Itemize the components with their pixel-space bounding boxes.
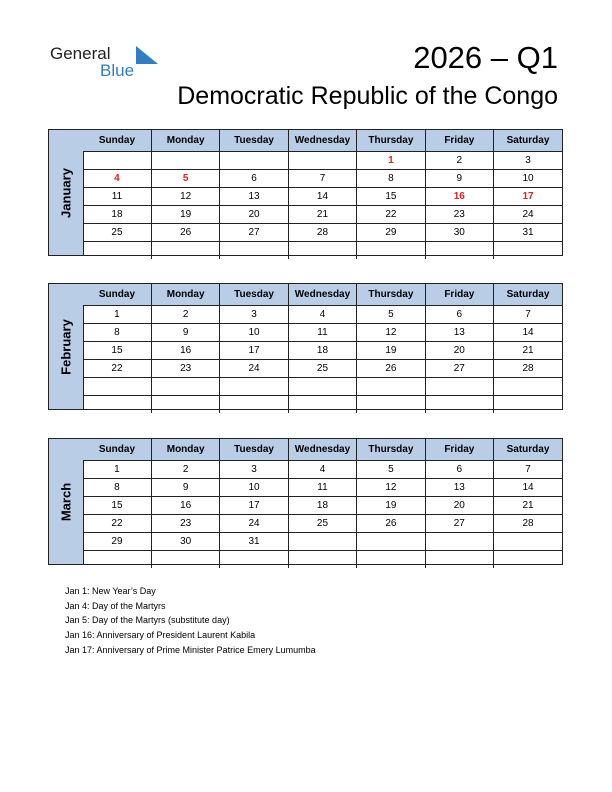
- day-cell: 24: [220, 360, 288, 378]
- day-cell: [220, 152, 288, 170]
- day-cell: 4: [288, 461, 356, 479]
- day-cell: 19: [357, 497, 425, 515]
- day-cell: 31: [220, 533, 288, 551]
- day-cell: 30: [151, 533, 219, 551]
- weekday-header: Thursday: [357, 439, 425, 461]
- logo-triangle-icon: [136, 46, 158, 64]
- day-cell: [494, 533, 562, 551]
- day-cell: 2: [151, 461, 219, 479]
- logo: [50, 44, 150, 84]
- day-cell: [288, 396, 356, 414]
- day-cell: 27: [220, 224, 288, 242]
- weekday-header: Tuesday: [220, 284, 288, 306]
- day-cell: 13: [425, 479, 493, 497]
- day-cell: [288, 152, 356, 170]
- day-cell: 11: [288, 479, 356, 497]
- weekday-header: Saturday: [494, 130, 562, 152]
- day-cell: 24: [220, 515, 288, 533]
- day-cell: 2: [151, 306, 219, 324]
- day-cell: 5: [357, 306, 425, 324]
- week-row: [83, 479, 562, 497]
- calendar-grid: [83, 284, 562, 413]
- day-cell: 15: [83, 342, 151, 360]
- day-cell: 30: [425, 224, 493, 242]
- day-cell: 11: [288, 324, 356, 342]
- day-cell: 28: [494, 360, 562, 378]
- day-cell: [425, 396, 493, 414]
- month-name: January: [58, 167, 74, 218]
- day-cell: 17: [220, 342, 288, 360]
- month-label-band: [49, 130, 84, 255]
- day-cell: 10: [220, 324, 288, 342]
- country-name: Democratic Republic of the Congo: [177, 82, 558, 110]
- day-cell: 25: [288, 515, 356, 533]
- weekday-header: Friday: [425, 439, 493, 461]
- day-cell: 18: [83, 206, 151, 224]
- month-february: [48, 283, 563, 410]
- week-row: [83, 551, 562, 569]
- weekday-header: Monday: [151, 130, 219, 152]
- day-cell: 10: [494, 170, 562, 188]
- day-cell: 1: [357, 152, 425, 170]
- day-cell: 12: [357, 324, 425, 342]
- day-cell: 6: [220, 170, 288, 188]
- day-cell: 23: [151, 515, 219, 533]
- week-row: [83, 152, 562, 170]
- day-cell: 9: [151, 324, 219, 342]
- day-cell: [151, 396, 219, 414]
- day-cell: [220, 242, 288, 260]
- day-cell: 6: [425, 461, 493, 479]
- day-cell: 6: [425, 306, 493, 324]
- weekday-header: Monday: [151, 439, 219, 461]
- day-cell: [494, 378, 562, 396]
- day-cell: 20: [425, 342, 493, 360]
- day-cell: 17: [220, 497, 288, 515]
- day-cell: 12: [357, 479, 425, 497]
- day-cell: 5: [151, 170, 219, 188]
- week-row: [83, 461, 562, 479]
- weekday-header: Wednesday: [288, 284, 356, 306]
- day-cell: 8: [83, 479, 151, 497]
- day-cell: 26: [357, 360, 425, 378]
- day-cell: [425, 242, 493, 260]
- day-cell: 7: [288, 170, 356, 188]
- day-cell: 27: [425, 515, 493, 533]
- month-label-band: [49, 439, 84, 564]
- day-cell: [288, 533, 356, 551]
- day-cell: 11: [83, 188, 151, 206]
- day-cell: 3: [220, 306, 288, 324]
- day-cell: [220, 551, 288, 569]
- holiday-note: Jan 4: Day of the Martyrs: [65, 600, 166, 611]
- day-cell: [83, 551, 151, 569]
- day-cell: 14: [288, 188, 356, 206]
- week-row: [83, 206, 562, 224]
- day-cell: 21: [494, 342, 562, 360]
- calendar-grid: [83, 130, 562, 259]
- day-cell: [357, 396, 425, 414]
- day-cell: 1: [83, 461, 151, 479]
- day-cell: 28: [288, 224, 356, 242]
- day-cell: 21: [494, 497, 562, 515]
- day-cell: 26: [151, 224, 219, 242]
- day-cell: 25: [288, 360, 356, 378]
- day-cell: [288, 242, 356, 260]
- day-cell: [83, 152, 151, 170]
- month-label-band: [49, 284, 84, 409]
- day-cell: [288, 551, 356, 569]
- day-cell: 16: [425, 188, 493, 206]
- day-cell: 8: [357, 170, 425, 188]
- day-cell: 2: [425, 152, 493, 170]
- day-cell: 7: [494, 461, 562, 479]
- weekday-header: Sunday: [83, 284, 151, 306]
- day-cell: 16: [151, 342, 219, 360]
- weekday-header: Sunday: [83, 130, 151, 152]
- day-cell: 18: [288, 342, 356, 360]
- day-cell: 9: [151, 479, 219, 497]
- weekday-header: Sunday: [83, 439, 151, 461]
- week-row: [83, 360, 562, 378]
- day-cell: 13: [220, 188, 288, 206]
- weekday-header: Friday: [425, 130, 493, 152]
- week-row: [83, 224, 562, 242]
- day-cell: [151, 551, 219, 569]
- day-cell: 17: [494, 188, 562, 206]
- day-cell: [357, 533, 425, 551]
- week-row: [83, 324, 562, 342]
- day-cell: [83, 242, 151, 260]
- day-cell: 13: [425, 324, 493, 342]
- month-march: [48, 438, 563, 565]
- day-cell: [151, 378, 219, 396]
- day-cell: 25: [83, 224, 151, 242]
- day-cell: 4: [83, 170, 151, 188]
- day-cell: [151, 242, 219, 260]
- week-row: [83, 396, 562, 414]
- weekday-header: Monday: [151, 284, 219, 306]
- holiday-note: Jan 16: Anniversary of President Laurent Kabila: [65, 630, 256, 641]
- page-title: 2026 – Q1: [413, 40, 558, 75]
- day-cell: 21: [288, 206, 356, 224]
- week-row: [83, 188, 562, 206]
- holiday-note: Jan 5: Day of the Martyrs (substitute day): [65, 615, 230, 626]
- day-cell: [357, 378, 425, 396]
- day-cell: [220, 378, 288, 396]
- month-name: February: [58, 318, 74, 375]
- day-cell: [494, 396, 562, 414]
- day-cell: 29: [357, 224, 425, 242]
- day-cell: [494, 242, 562, 260]
- weekday-header: Wednesday: [288, 439, 356, 461]
- day-cell: 23: [425, 206, 493, 224]
- day-cell: 9: [425, 170, 493, 188]
- day-cell: [83, 396, 151, 414]
- day-cell: [494, 551, 562, 569]
- day-cell: 1: [83, 306, 151, 324]
- day-cell: [425, 533, 493, 551]
- day-cell: 26: [357, 515, 425, 533]
- day-cell: 20: [220, 206, 288, 224]
- logo-blue-text: Blue: [100, 61, 135, 80]
- weekday-header: Thursday: [357, 284, 425, 306]
- day-cell: 28: [494, 515, 562, 533]
- day-cell: 4: [288, 306, 356, 324]
- week-row: [83, 497, 562, 515]
- week-row: [83, 378, 562, 396]
- holiday-note: Jan 17: Anniversary of Prime Minister Patrice Emery Lumumba: [65, 644, 316, 655]
- day-cell: 8: [83, 324, 151, 342]
- day-cell: 18: [288, 497, 356, 515]
- month-name: March: [58, 482, 74, 521]
- logo-general-text: General: [50, 44, 111, 63]
- day-cell: 7: [494, 306, 562, 324]
- day-cell: [425, 378, 493, 396]
- day-cell: 12: [151, 188, 219, 206]
- weekday-header: Saturday: [494, 439, 562, 461]
- day-cell: 24: [494, 206, 562, 224]
- month-january: [48, 129, 563, 256]
- day-cell: 23: [151, 360, 219, 378]
- day-cell: 22: [83, 515, 151, 533]
- week-row: [83, 342, 562, 360]
- day-cell: [425, 551, 493, 569]
- weekday-header: Wednesday: [288, 130, 356, 152]
- day-cell: 29: [83, 533, 151, 551]
- weekday-header: Tuesday: [220, 130, 288, 152]
- day-cell: 27: [425, 360, 493, 378]
- week-row: [83, 515, 562, 533]
- weekday-header: Saturday: [494, 284, 562, 306]
- holiday-note: Jan 1: New Year’s Day: [65, 586, 156, 596]
- day-cell: [220, 396, 288, 414]
- day-cell: 19: [357, 342, 425, 360]
- weekday-header: Tuesday: [220, 439, 288, 461]
- day-cell: 15: [83, 497, 151, 515]
- day-cell: 22: [357, 206, 425, 224]
- day-cell: 22: [83, 360, 151, 378]
- calendar-grid: [83, 439, 562, 568]
- holiday-notes: [65, 584, 316, 658]
- day-cell: [357, 551, 425, 569]
- day-cell: 19: [151, 206, 219, 224]
- day-cell: 15: [357, 188, 425, 206]
- day-cell: 20: [425, 497, 493, 515]
- day-cell: 10: [220, 479, 288, 497]
- week-row: [83, 170, 562, 188]
- day-cell: 14: [494, 324, 562, 342]
- day-cell: [357, 242, 425, 260]
- week-row: [83, 242, 562, 260]
- weekday-header: Friday: [425, 284, 493, 306]
- day-cell: 16: [151, 497, 219, 515]
- day-cell: 31: [494, 224, 562, 242]
- day-cell: [83, 378, 151, 396]
- day-cell: [151, 152, 219, 170]
- week-row: [83, 306, 562, 324]
- weekday-header: Thursday: [357, 130, 425, 152]
- week-row: [83, 533, 562, 551]
- day-cell: 14: [494, 479, 562, 497]
- day-cell: 5: [357, 461, 425, 479]
- day-cell: [288, 378, 356, 396]
- day-cell: 3: [494, 152, 562, 170]
- day-cell: 3: [220, 461, 288, 479]
